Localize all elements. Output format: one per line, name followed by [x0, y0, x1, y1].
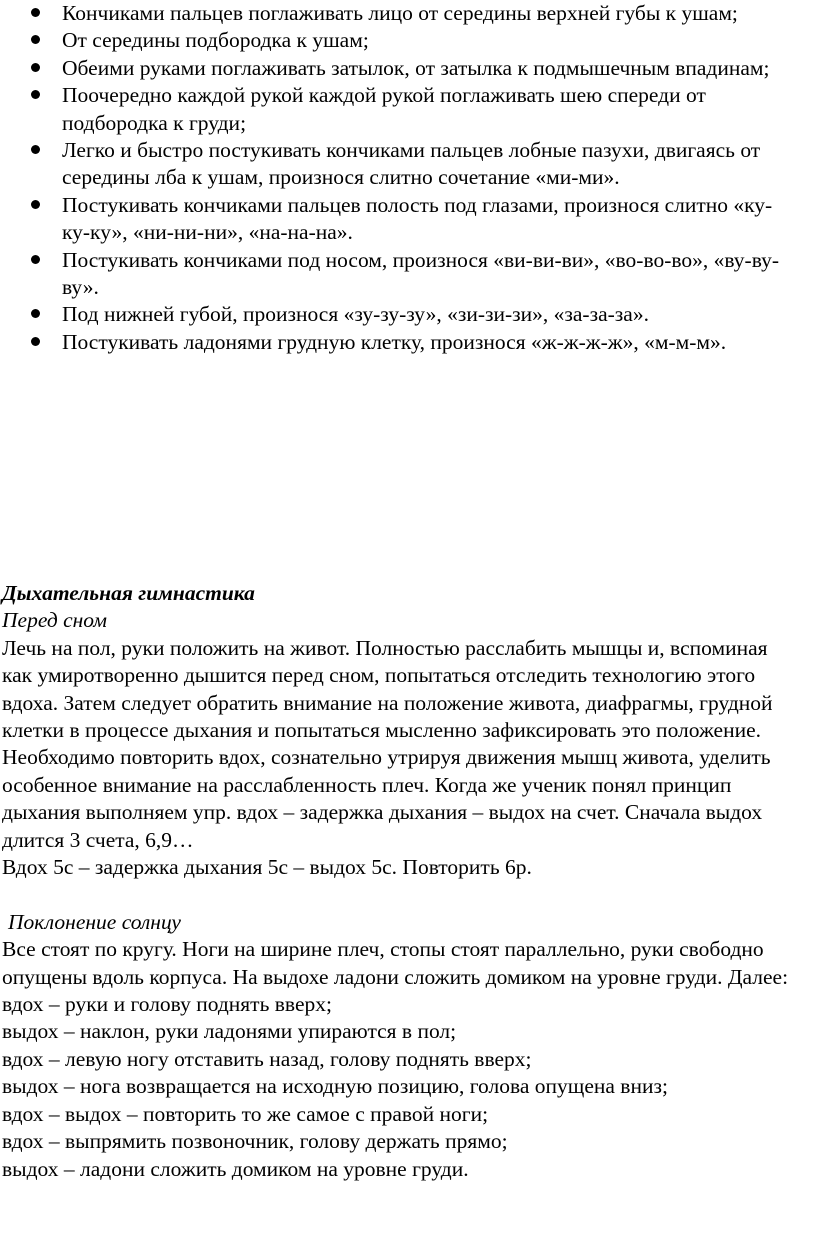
bullet-icon [31, 35, 40, 44]
exercise-bullet-list [0, 0, 800, 356]
list-item [0, 27, 800, 54]
list-item-text: Кончиками пальцев поглаживать лицо от середины верхней губы к ушам; [62, 1, 738, 25]
list-item-text: Поочередно каждой рукой каждой рукой поглаживать шею спереди от подбородка к груди; [62, 83, 706, 135]
before-sleep-repeat: Вдох 5с – задержка дыхания 5с – выдох 5с. Повторить 6р. [2, 855, 532, 880]
list-item [0, 247, 800, 302]
bullet-icon [31, 63, 40, 72]
bullet-icon [31, 90, 40, 99]
sun-step: вдох – руки и голову поднять вверх; [2, 992, 332, 1017]
sun-step: выдох – наклон, руки ладонями упираются в пол; [2, 1019, 457, 1044]
before-sleep-paragraph: Лечь на пол, руки положить на живот. Полностью расслабить мышцы и, вспоминая как умиротворенно дышится перед сном, попытаться отследить технологию этого вдоха. Затем следует обратить внимание на положение живота, диафрагмы, грудной клетки в процессе дыхания и попытаться мысленно зафиксировать это положение. Необходимо повторить вдох, сознательно утрируя движения мышц живота, уделить особенное внимание на расслабленность плеч. Когда же ученик понял принцип дыхания выполняем упр. вдох – задержка дыхания – выдох на счет. Сначала выдох длится 3 счета, 6,9… [2, 635, 773, 852]
list-item [0, 137, 800, 192]
sun-step: выдох – ладони сложить домиком на уровне груди. [2, 1156, 469, 1181]
list-item-text: Легко и быстро постукивать кончиками пальцев лобные пазухи, двигаясь от середины лба к ушам, произнося слитно сочетание «ми-ми». [62, 138, 761, 190]
blank-line [2, 881, 802, 908]
list-item [0, 0, 800, 27]
bullet-icon [31, 337, 40, 346]
list-item [0, 192, 800, 247]
sun-step: выдох – нога возвращается на исходную позицию, голова опущена вниз; [2, 1074, 668, 1099]
sun-step: вдох – выпрямить позвоночник, голову держать прямо; [2, 1129, 508, 1154]
list-item-text: Обеими руками поглаживать затылок, от затылка к подмышечным впадинам; [62, 55, 770, 80]
before-sleep-title: Перед сном [2, 608, 107, 633]
list-item-text: Постукивать ладонями грудную клетку, произнося «ж-ж-ж-ж», «м-м-м». [62, 329, 727, 354]
list-item-text: Постукивать кончиками пальцев полость под глазами, произнося слитно «ку-ку-ку», «ни-ни-ни», «на-на-на». [62, 192, 773, 245]
sun-step: вдох – выдох – повторить то же самое с правой ноги; [2, 1101, 489, 1126]
breathing-section [2, 580, 802, 1183]
list-item [0, 82, 800, 137]
section-heading: Дыхательная гимнастика [2, 581, 255, 605]
bullet-icon [31, 309, 40, 318]
list-item-text: От середины подбородка к ушам; [62, 28, 369, 53]
list-item [0, 301, 800, 328]
sun-salutation-title: Поклонение солнцу [8, 909, 181, 934]
bullet-icon [31, 145, 40, 154]
list-item [0, 329, 800, 356]
sun-step: вдох – левую ногу отставить назад, голову поднять вверх; [2, 1046, 532, 1071]
bullet-icon [31, 200, 40, 209]
list-item-text: Постукивать кончиками под носом, произнося «ви-ви-ви», «во-во-во», «ву-ву-ву». [62, 247, 780, 300]
list-item [0, 55, 800, 82]
bullet-icon [31, 8, 40, 17]
bullet-icon [31, 255, 40, 264]
list-item-text: Под нижней губой, произнося «зу-зу-зу», «зи-зи-зи», «за-за-за». [62, 302, 649, 327]
sun-salutation-paragraph: Все стоят по кругу. Ноги на ширине плеч, стопы стоят параллельно, руки свободно опущены вдоль корпуса. На выдохе ладони сложить домиком на уровне груди. Далее: [2, 937, 789, 989]
